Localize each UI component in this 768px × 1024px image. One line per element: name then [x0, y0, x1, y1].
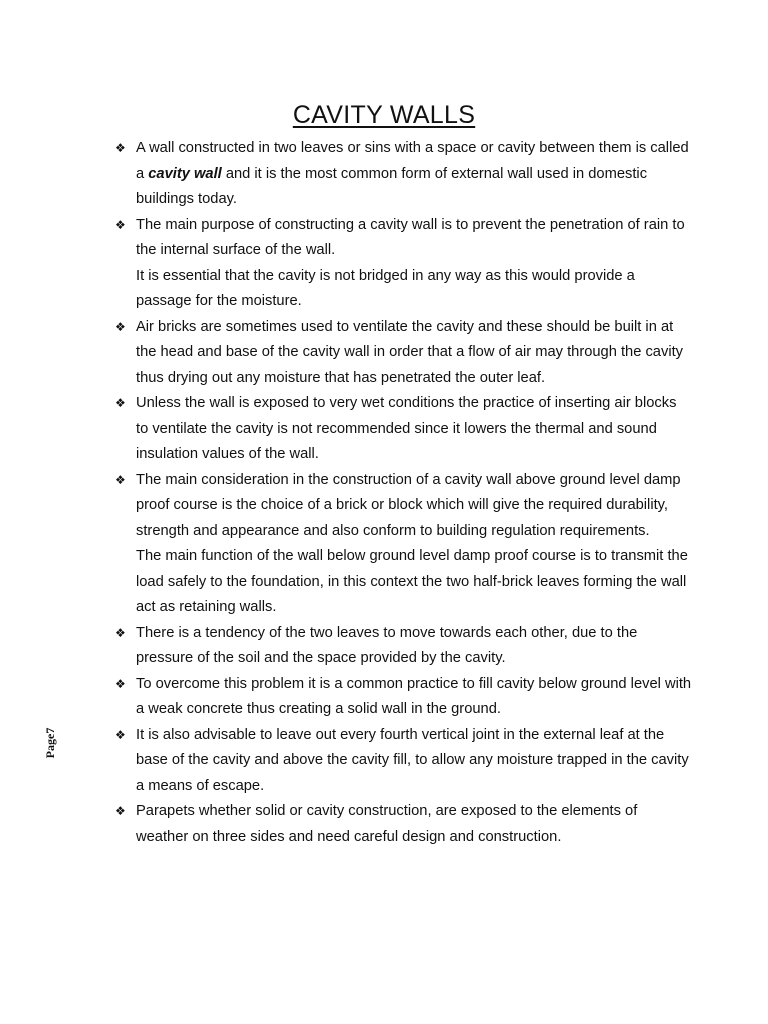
bullet-item — [112, 672, 692, 723]
diamond-bullet-icon: ❖ — [115, 217, 126, 232]
bullet-item — [112, 723, 692, 800]
diamond-bullet-icon: ❖ — [115, 472, 126, 487]
diamond-bullet-icon: ❖ — [115, 141, 126, 155]
document-title: CAVITY WALLS — [292, 101, 476, 129]
bullet-item — [112, 391, 692, 468]
bullet-text-segment: A wall constructed in two leaves or sins with a space or cavity between them is called a — [136, 140, 689, 182]
bullet-item — [112, 468, 692, 621]
bullet-list — [112, 136, 692, 850]
bullet-text-segment: and it is the most common form of external wall used in domestic buildings today. — [136, 165, 648, 207]
diamond-bullet-icon: ❖ — [115, 319, 126, 334]
bullet-text: It is also advisable to leave out every fourth vertical joint in the external leaf at the base of the cavity and above the cavity fill, to allow any moisture trapped in the cavity a means of escape. — [136, 726, 689, 794]
bullet-text: Air bricks are sometimes used to ventilate the cavity and these should be built in at the head and base of the cavity wall in order that a flow of air may through the cavity thus drying out any moisture that has penetrated the outer leaf. — [136, 318, 684, 386]
bullet-item — [112, 136, 692, 213]
bullet-continuation: It is essential that the cavity is not bridged in any way as this would provide a passage for the moisture. — [136, 267, 635, 309]
diamond-bullet-icon: ❖ — [115, 676, 126, 691]
bullet-item — [112, 799, 692, 850]
bullet-text: Unless the wall is exposed to very wet conditions the practice of inserting air blocks to ventilate the cavity is not recommended since it lowers the thermal and sound insulation values of the wall. — [136, 395, 677, 462]
bullet-continuation: The main function of the wall below ground level damp proof course is to transmit the load safely to the foundation, in this context the two half-brick leaves forming the wall act as retaining walls. — [136, 548, 688, 615]
emphasis-term: cavity wall — [148, 165, 222, 182]
diamond-bullet-icon: ❖ — [115, 804, 126, 818]
diamond-bullet-icon: ❖ — [115, 396, 126, 410]
bullet-text: There is a tendency of the two leaves to move towards each other, due to the pressure of the soil and the space provided by the cavity. — [136, 624, 638, 666]
bullet-text: The main consideration in the construction of a cavity wall above ground level damp proof course is the choice of a brick or block which will give the required durability, strength and appearance and also conform to building regulation requirements. — [136, 471, 681, 539]
diamond-bullet-icon: ❖ — [115, 625, 126, 640]
bullet-item — [112, 315, 692, 392]
diamond-bullet-icon: ❖ — [115, 727, 126, 742]
bullet-text: To overcome this problem it is a common practice to fill cavity below ground level with a weak concrete thus creating a solid wall in the ground. — [136, 675, 692, 717]
bullet-item — [112, 621, 692, 672]
page-number-label: Page7 — [43, 727, 57, 759]
bullet-text: The main purpose of constructing a cavity wall is to prevent the penetration of rain to the internal surface of the wall. — [136, 216, 685, 258]
bullet-text: Parapets whether solid or cavity construction, are exposed to the elements of weather on three sides and need careful design and construction. — [136, 803, 638, 845]
bullet-item — [112, 213, 692, 315]
bullet-text — [136, 136, 692, 213]
